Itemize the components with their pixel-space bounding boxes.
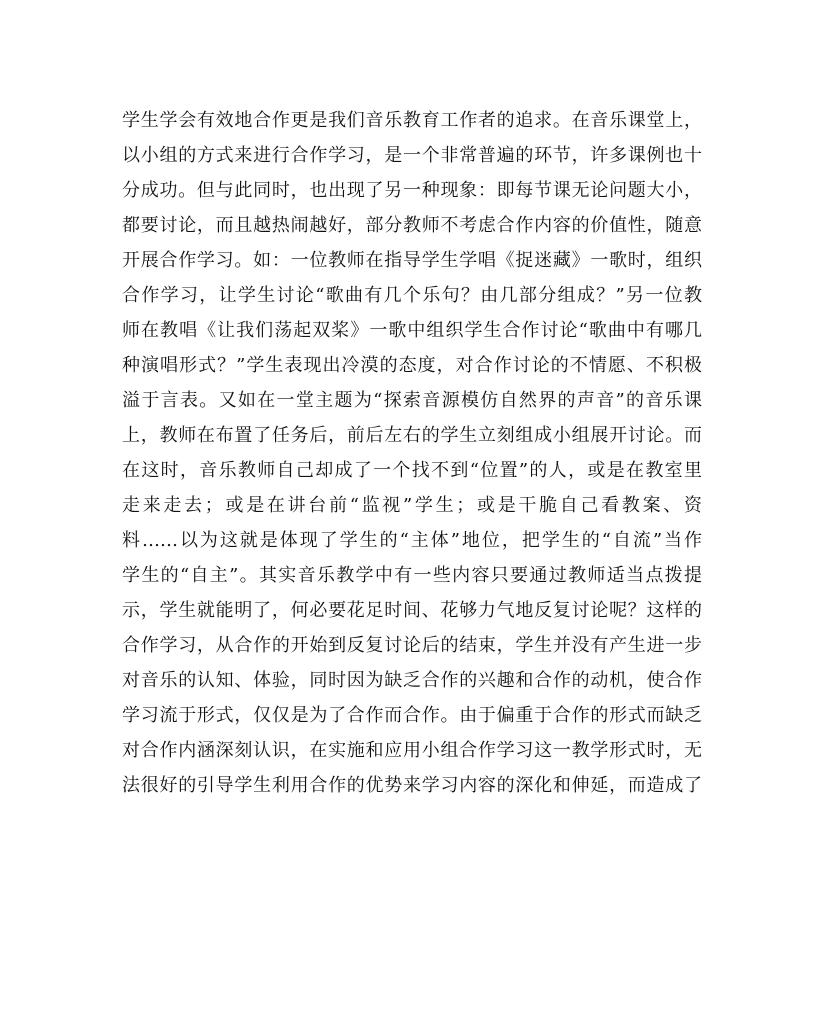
text-line: 示，学生就能明了，何必要花足时间、花够力气地反复讨论呢？这样的 [122,600,702,621]
text-line: 合作学习，让学生讨论“歌曲有几个乐句？由几部分组成？”另一位教 [122,285,702,306]
text-line: 合作学习，从合作的开始到反复讨论后的结束，学生并没有产生进一步 [122,635,702,656]
text-line: 上，教师在布置了任务后，前后左右的学生立刻组成小组展开讨论。而 [122,425,702,446]
text-line: 法很好的引导学生利用合作的优势来学习内容的深化和伸延，而造成了 [122,775,702,796]
text-line: 种演唱形式？”学生表现出冷漠的态度，对合作讨论的不情愿、不积极 [122,355,702,376]
text-line: 对合作内涵深刻认识，在实施和应用小组合作学习这一教学形式时，无 [122,740,702,761]
text-line: 开展合作学习。如：一位教师在指导学生学唱《捉迷藏》一歌时，组织 [122,250,702,271]
text-line: 学习流于形式，仅仅是为了合作而合作。由于偏重于合作的形式而缺乏 [122,705,702,726]
text-line: 在这时，音乐教师自己却成了一个找不到“位置”的人，或是在教室里 [122,460,702,481]
text-line: 分成功。但与此同时，也出现了另一种现象：即每节课无论问题大小， [122,180,702,201]
text-line: 对音乐的认知、体验，同时因为缺乏合作的兴趣和合作的动机，使合作 [122,670,702,691]
text-line: 学生学会有效地合作更是我们音乐教育工作者的追求。在音乐课堂上， [122,110,702,131]
body-paragraph [122,103,702,803]
text-line: 都要讨论，而且越热闹越好，部分教师不考虑合作内容的价值性，随意 [122,215,702,236]
text-line: 溢于言表。又如在一堂主题为“探索音源模仿自然界的声音”的音乐课 [122,390,702,411]
text-line: 师在教唱《让我们荡起双桨》一歌中组织学生合作讨论“歌曲中有哪几 [122,320,702,341]
text-line: 走来走去；或是在讲台前“监视”学生；或是干脆自己看教案、资 [122,495,702,516]
text-line: 以小组的方式来进行合作学习，是一个非常普遍的环节，许多课例也十 [122,145,702,166]
text-line: 学生的“自主”。其实音乐教学中有一些内容只要通过教师适当点拨提 [122,565,702,586]
text-line: 料……以为这就是体现了学生的“主体”地位，把学生的“自流”当作 [122,530,702,551]
